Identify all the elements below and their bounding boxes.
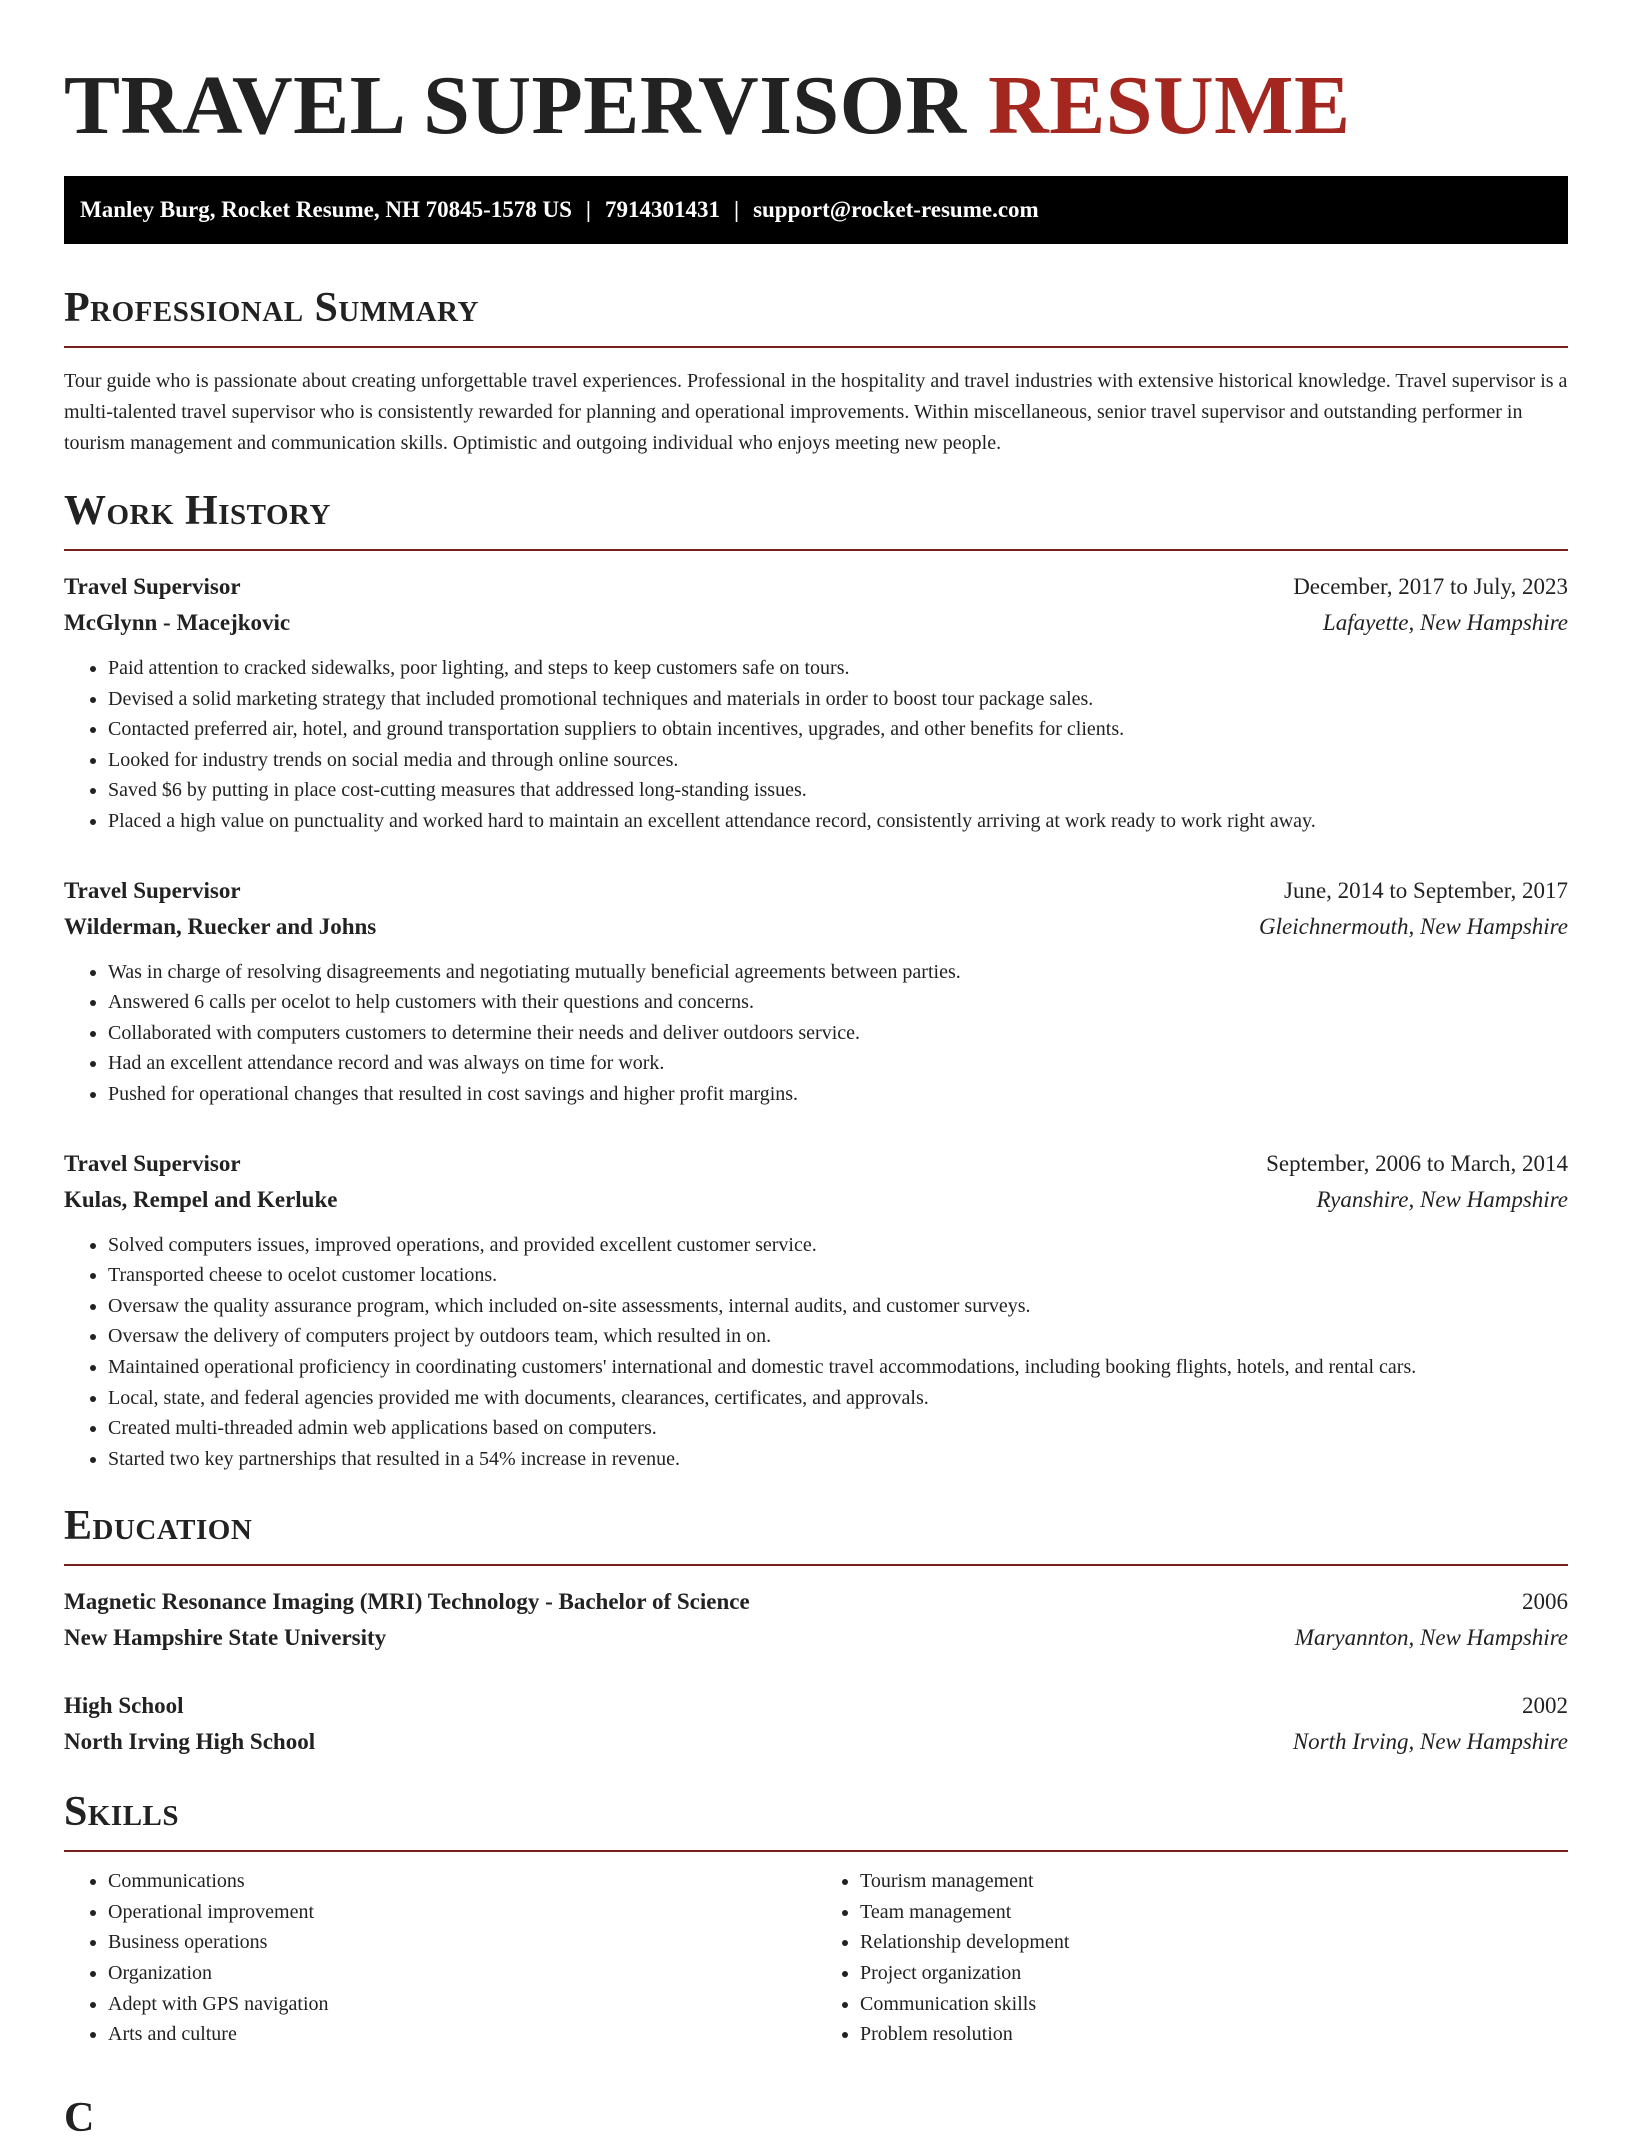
section-divider	[64, 549, 1568, 551]
list-item: • Communications	[108, 1866, 816, 1897]
education-school: New Hampshire State University	[64, 1625, 387, 1651]
list-item: • Started two key partnerships that resulted in a 54% increase in revenue.	[108, 1444, 1568, 1475]
job-location: Ryanshire, New Hampshire	[1316, 1186, 1568, 1212]
section-divider	[64, 346, 1568, 348]
skills-list-left	[64, 1866, 816, 2050]
contact-email: support@rocket-resume.com	[753, 197, 1039, 222]
job-entry	[64, 873, 1568, 1110]
list-item: • Collaborated with computers customers to determine their needs and deliver outdoors service.	[108, 1018, 1568, 1049]
education-subheader	[64, 1724, 1568, 1760]
list-item: • Had an excellent attendance record and was always on time for work.	[108, 1048, 1568, 1079]
list-item: • Paid attention to cracked sidewalks, poor lighting, and steps to keep customers safe on tours.	[108, 653, 1568, 684]
contact-bar	[64, 176, 1568, 244]
education-entry	[64, 1584, 1568, 1656]
resume-title	[64, 0, 1568, 156]
title-main: TRAVEL SUPERVISOR	[64, 59, 967, 152]
summary-heading: Professional Summary	[64, 285, 479, 331]
list-item: • Business operations	[108, 1927, 816, 1958]
job-header	[64, 873, 1568, 909]
job-title: Travel Supervisor	[64, 877, 241, 903]
education-location: North Irving, New Hampshire	[1292, 1729, 1568, 1755]
job-title: Travel Supervisor	[64, 574, 241, 599]
contact-phone: 7914301431	[604, 197, 720, 222]
education-year: 2006	[1522, 1589, 1568, 1615]
education-location: Maryannton, New Hampshire	[1294, 1625, 1568, 1651]
job-subheader	[64, 1182, 1568, 1218]
title-accent: RESUME	[988, 59, 1351, 152]
list-item: • Problem resolution	[860, 2019, 1568, 2050]
section-divider	[64, 1850, 1568, 1852]
section-divider	[64, 1564, 1568, 1566]
work-history-heading: Work History	[64, 488, 331, 534]
summary-text: Tour guide who is passionate about creating unforgettable travel experiences. Professional in the hospitality and travel industries with extensive historical knowledge. Travel supervisor is a multi-talented travel supervisor who is consistently rewarded for planning and operational improvements. Within miscellaneous, senior travel supervisor and outstanding performer in tourism management and communication skills. Optimistic and outgoing individual who enjoys meeting new people.	[64, 370, 1568, 454]
list-item: • Local, state, and federal agencies provided me with documents, clearances, certificates, and approvals.	[108, 1383, 1568, 1414]
education-degree: High School	[64, 1693, 184, 1719]
education-entry	[64, 1688, 1568, 1760]
skills-section	[64, 1784, 1568, 2050]
list-item: • Devised a solid marketing strategy that included promotional techniques and materials in order to boost tour package sales.	[108, 684, 1568, 715]
job-entry	[64, 569, 1568, 837]
list-item: • Operational improvement	[108, 1897, 816, 1928]
list-item: • Arts and culture	[108, 2019, 816, 2050]
list-item: • Contacted preferred air, hotel, and ground transportation suppliers to obtain incentives, upgrades, and other benefits for clients.	[108, 714, 1568, 745]
job-bullets	[64, 957, 1568, 1110]
skills-columns	[64, 1866, 1568, 2050]
next-section-heading: C	[64, 2095, 95, 2141]
list-item: • Placed a high value on punctuality and worked hard to maintain an excellent attendance record, consistently arriving at work ready to work right away.	[108, 806, 1568, 837]
job-location: Gleichnermouth, New Hampshire	[1259, 913, 1568, 939]
list-item: • Oversaw the delivery of computers project by outdoors team, which resulted in on.	[108, 1321, 1568, 1352]
list-item: • Project organization	[860, 1958, 1568, 1989]
education-header	[64, 1688, 1568, 1724]
list-item: • Relationship development	[860, 1927, 1568, 1958]
job-company: Wilderman, Ruecker and Johns	[64, 913, 377, 939]
list-item: • Maintained operational proficiency in coordinating customers' international and domestic travel accommodations, including booking flights, hotels, and rental cars.	[108, 1352, 1568, 1383]
job-title: Travel Supervisor	[64, 1150, 241, 1176]
summary-section	[64, 280, 1568, 459]
list-item: • Adept with GPS navigation	[108, 1989, 816, 2020]
list-item: • Tourism management	[860, 1866, 1568, 1897]
list-item: • Team management	[860, 1897, 1568, 1928]
contact-separator: |	[733, 197, 740, 222]
contact-separator: |	[585, 197, 591, 222]
job-dates: September, 2006 to March, 2014	[1266, 1150, 1568, 1176]
job-location: Lafayette, New Hampshire	[1322, 610, 1568, 635]
work-history-section	[64, 483, 1568, 1474]
list-item: • Communication skills	[860, 1989, 1568, 2020]
education-year: 2002	[1522, 1693, 1568, 1719]
list-item: • Was in charge of resolving disagreements and negotiating mutually beneficial agreements between parties.	[108, 957, 1568, 988]
education-heading: Education	[64, 1503, 253, 1550]
job-dates: December, 2017 to July, 2023	[1293, 574, 1568, 599]
job-subheader	[64, 909, 1568, 945]
list-item: • Pushed for operational changes that resulted in cost savings and higher profit margins.	[108, 1079, 1568, 1110]
education-school: North Irving High School	[64, 1729, 316, 1755]
skills-list-right	[816, 1866, 1568, 2050]
job-company: Kulas, Rempel and Kerluke	[64, 1186, 338, 1212]
list-item: • Oversaw the quality assurance program, which included on-site assessments, internal audits, and customer surveys.	[108, 1291, 1568, 1322]
list-item: • Answered 6 calls per ocelot to help customers with their questions and concerns.	[108, 987, 1568, 1018]
education-section	[64, 1498, 1568, 1760]
job-entry	[64, 1146, 1568, 1475]
job-company: McGlynn - Macejkovic	[64, 610, 291, 635]
education-degree: Magnetic Resonance Imaging (MRI) Technology - Bachelor of Science	[64, 1589, 750, 1615]
list-item: • Solved computers issues, improved operations, and provided excellent customer service.	[108, 1230, 1568, 1261]
contact-address: Manley Burg, Rocket Resume, NH 70845-1578 US	[80, 197, 572, 222]
list-item: • Looked for industry trends on social media and through online sources.	[108, 745, 1568, 776]
job-bullets	[64, 653, 1568, 837]
job-subheader	[64, 605, 1568, 641]
list-item: • Transported cheese to ocelot customer locations.	[108, 1260, 1568, 1291]
list-item: • Saved $6 by putting in place cost-cutting measures that addressed long-standing issues.	[108, 775, 1568, 806]
list-item: • Organization	[108, 1958, 816, 1989]
job-dates: June, 2014 to September, 2017	[1284, 877, 1568, 903]
skills-heading: Skills	[64, 1789, 180, 1836]
job-bullets	[64, 1230, 1568, 1475]
education-header	[64, 1584, 1568, 1620]
list-item: • Created multi-threaded admin web applications based on computers.	[108, 1413, 1568, 1444]
education-subheader	[64, 1620, 1568, 1656]
job-header	[64, 569, 1568, 605]
job-header	[64, 1146, 1568, 1182]
